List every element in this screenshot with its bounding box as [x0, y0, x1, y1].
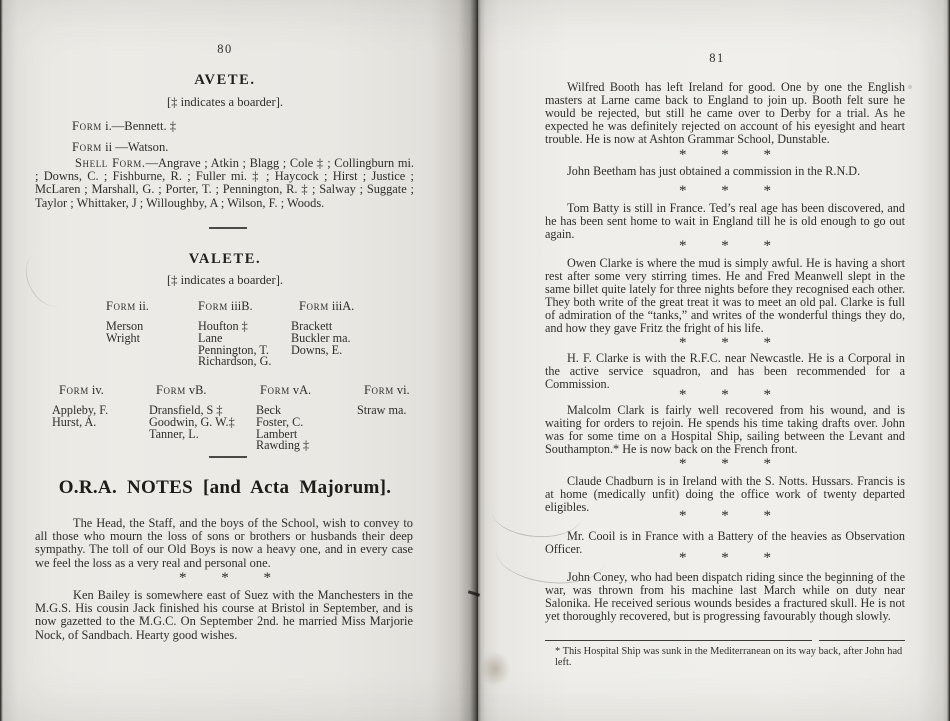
asterisk-separator: * * *	[679, 550, 771, 566]
student-name: Buckler ma.	[291, 330, 351, 345]
valete-column	[106, 299, 149, 345]
ora-notes-title: O.R.A. NOTES [and Acta Majorum].	[58, 477, 392, 498]
form-ii-text: ii —Watson.	[101, 140, 169, 154]
ora-paragraph: The Head, the Staff, and the boys of the School, wish to convey to all those who mourn the loss of sons or brothers or husbands their deep sympathy. The toll of our Old Boys is now a heavy one, and in every case we feel the loss as a very real and personal one.	[35, 516, 413, 570]
news-paragraph: John Beetham has just obtained a commission in the R.N.D.	[567, 164, 861, 178]
student-name: Goodwin, G. W.‡	[149, 414, 235, 429]
student-name: Downs, E.	[291, 342, 343, 357]
valete-column	[291, 299, 354, 356]
form-header-num: iiiB.	[227, 299, 253, 313]
student-name: Lane	[198, 330, 223, 345]
form-header: Form	[106, 299, 136, 313]
form-header-num: ii.	[135, 299, 149, 313]
page-number-left: 80	[217, 42, 233, 56]
valete-title: VALETE.	[188, 251, 262, 267]
student-name: Lambert	[256, 426, 298, 441]
shell-form-paragraph	[35, 157, 414, 210]
avete-title: AVETE.	[194, 72, 256, 88]
form-header-num: iv.	[88, 383, 104, 397]
valete-column	[256, 383, 311, 452]
page-right	[478, 0, 950, 721]
student-name: Foster, C.	[256, 414, 304, 429]
student-name: Rawding ‡	[256, 438, 310, 453]
student-name: Houfton ‡	[198, 319, 248, 333]
student-name: Straw ma.	[357, 403, 407, 417]
form-header-num: vi.	[393, 383, 410, 397]
news-paragraph: Wilfred Booth has left Ireland for good. One by one the English masters at Larne came back to England to join up. Booth felt sure he would be rejected, but still he came over to Derby for a trial. As he expected he was definitely rejected on account of his eyesight and heart trouble. He is now at Ashton Grammar School, Dunstable.	[545, 80, 905, 146]
valete-boarder-note: [‡ indicates a boarder].	[166, 273, 284, 287]
asterisk-separator: * * *	[679, 238, 771, 254]
news-paragraph: Tom Batty is still in France. Ted’s real age has been discovered, and he has been sent home to wait in England till he is old enough to go out again.	[545, 201, 905, 241]
form-ii-line	[72, 140, 168, 155]
asterisk-separator: * * *	[679, 335, 771, 351]
form-header: Form	[299, 299, 329, 313]
form-header-num: iiiA.	[328, 299, 355, 313]
valete-column	[198, 299, 271, 368]
valete-column	[149, 383, 235, 440]
news-paragraph: Mr. Cooil is in France with a Battery of the heavies as Observation Officer.	[545, 529, 905, 556]
page-number-right: 81	[709, 51, 725, 65]
news-paragraph: H. F. Clarke is with the R.F.C. near Newcastle. He is a Corporal in the active service squadron, and has been recommended for a Commission.	[545, 351, 905, 391]
form-header: Form	[198, 299, 228, 313]
form-header-num: vA.	[289, 383, 312, 397]
form-header-num: vB.	[185, 383, 207, 397]
student-name: Hurst, A.	[52, 414, 97, 429]
valete-column	[357, 383, 410, 417]
student-name: Richardson, G.	[198, 354, 272, 369]
form-header: Form	[59, 383, 89, 397]
form-header: Form	[364, 383, 394, 397]
asterisk-separator: * * *	[679, 456, 771, 472]
form-i-label: Form	[72, 119, 102, 133]
news-paragraph: Claude Chadburn is in Ireland with the S. Notts. Hussars. Francis is at home (medically unfit) doing the office work of twenty departed eligibles.	[545, 474, 905, 514]
ora-paragraph: Ken Bailey is somewhere east of Suez with the Manchesters in the M.G.S. His cousin Jack finished his course at Bristol in September, and is now gazetted to the M.G.C. On September 2nd. he married Miss Marjorie Nock, of Sandbach. Hearty good wishes.	[35, 588, 413, 642]
news-paragraph: Owen Clarke is where the mud is simply awful. He is having a short rest after some very stirring times. He and Fred Meanwell slept in the same billet quite lately for three nights before they recognised each other. They both write of the great treat it was to meet an old pal. Clarke is full of admiration of the “tanks,” and writes of the wonderful things they do, and how they gave Fritz the fright of his life.	[545, 256, 905, 335]
footnote-text: * This Hospital Ship was sunk in the Mediterranean on its way back, after John had left.	[555, 646, 903, 668]
paper-fleck	[908, 85, 912, 89]
avete-boarder-note: [‡ indicates a boarder].	[166, 95, 284, 109]
student-name: Merson	[106, 319, 144, 333]
form-ii-label: Form	[72, 140, 102, 154]
student-name: Tanner, L.	[149, 426, 199, 441]
news-paragraph: John Coney, who had been dispatch riding since the beginning of the war, was thrown from his machine last March while on duty near Salonika. He received serious wounds besides a fractured skull. He is not yet thoroughly recovered, but is progressing favourably though slowly.	[545, 570, 905, 623]
shell-form-label: Shell Form.	[75, 156, 146, 170]
form-i-text: i.—Bennett. ‡	[101, 119, 177, 133]
section-divider-rule	[209, 227, 247, 229]
footnote-rule	[545, 640, 905, 641]
news-paragraph: Malcolm Clark is fairly well recovered from his wound, and is waiting for orders to rejoin. He spends his time taking drafts over. John was for some time on a Hospital Ship, sailing between the Levant and Southampton.* He is now back on the French front.	[545, 403, 905, 456]
asterisk-separator: * * *	[679, 183, 771, 199]
asterisk-separator: * * *	[679, 147, 771, 163]
form-i-line	[72, 119, 176, 134]
asterisk-separator: * * *	[679, 508, 771, 524]
student-name: Brackett	[291, 319, 333, 333]
scan-edge-left	[0, 0, 3, 721]
asterisk-separator: * * *	[179, 570, 271, 586]
student-name: Dransfield, S ‡	[149, 403, 223, 417]
shell-form-names: —Angrave ; Atkin ; Blagg ; Cole ‡ ; Collingburn mi. ; Downs, C. ; Fishburne, R. ; Fuller mi. ‡ ; Haycock ; Hirst ; Justice ; McLaren ; Marshall, G. ; Porter, T. ; Pennington, R. ‡ ; Salway ; Suggate ; Taylor ; Whittaker, J ; Willoughby, A ; Wilson, F. ; Woods.	[35, 156, 414, 210]
asterisk-separator: * * *	[679, 387, 771, 403]
student-name: Pennington, T.	[198, 342, 269, 357]
form-header: Form	[156, 383, 186, 397]
paper-fleck	[140, 616, 144, 620]
student-name: Appleby, F.	[52, 403, 109, 417]
form-header: Form	[260, 383, 290, 397]
valete-column	[52, 383, 108, 429]
student-name: Wright	[106, 330, 141, 345]
paper-stain	[480, 652, 510, 686]
section-divider-rule	[209, 456, 247, 458]
student-name: Beck	[256, 403, 282, 417]
